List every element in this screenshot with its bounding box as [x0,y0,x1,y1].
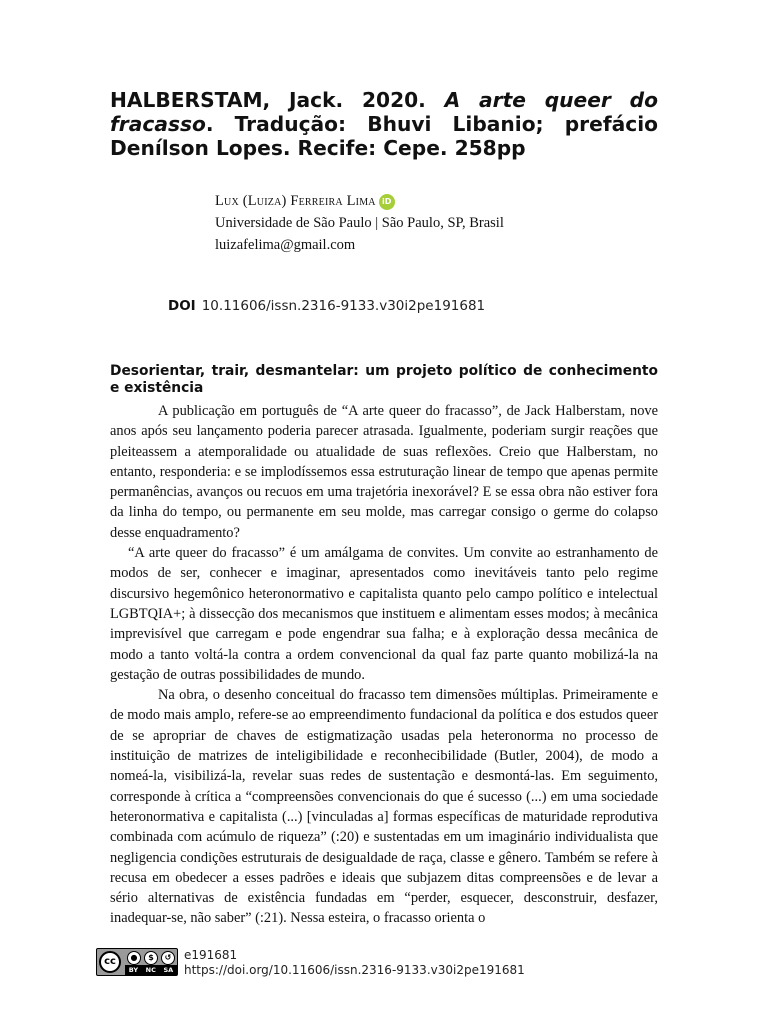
doi-line [168,297,485,315]
doi-value[interactable]: 10.11606/issn.2316-9133.v30i2pe191681 [201,298,486,314]
license-label-nc: NC [145,966,156,974]
license-label-sa: SA [163,966,174,974]
noncommercial-icon: $ [144,951,158,965]
paragraph: “A arte queer do fracasso” é um amálgama de convites. Um convite ao estranhamento de modos de ser, conhecer e imaginar, apresentados como inevitáveis tanto pelo regime discursivo hegemônico heteronormativo e capitalista quanto pelo campo político e intelectual LGBTQIA+; à dissecção dos mecanismos que instituem e alimentam esses modos; à mecânica imprevisível que carregam e pode engendrar sua falha; e à exploração dessa mecânica de modo a tanto voltá-la contra a ordem convencional da qual faz parte quanto mobilizá-la na gestação de outras possibilidades de mundo. [110,545,658,683]
doi-link[interactable]: https://doi.org/10.11606/issn.2316-9133.v30i2pe191681 [184,963,525,977]
author-name: Lux (Luiza) Ferreira Lima [215,193,376,209]
page-footer [96,948,616,984]
title-citation-start: HALBERSTAM, Jack. 2020. [110,88,445,112]
title-citation-end: . Tradução: Bhuvi Libanio; prefácio Denílson Lopes. Recife: Cepe. 258pp [110,112,658,160]
orcid-icon[interactable]: iD [379,194,395,210]
cc-logo-icon: cc [99,951,121,973]
paragraph: Na obra, o desenho conceitual do fracasso tem dimensões múltiplas. Primeiramente e de modo mais amplo, refere-se ao empreendimento fundacional da política e dos estudos queer de se apropriar de chaves de estigmatização usadas pela heteronorma no processo de instituição de matrizes de inteligibilidade e reconhecibilidade (Butler, 2004), de modo a nomeá-la, visibilizá-la, revelar suas redes de sustentação e desmontá-las. Em seguimento, corresponde à crítica a “compreensões convencionais do que é sucesso (...) em uma sociedade heteronormativa e capitalista (...) [vinculadas a] formas específicas de maturidade reprodutiva combinada com acúmulo de riqueza” (:20) e sustentadas em um imaginário individualista que negligencia condições estruturais de desigualdade de raça, classe e gênero. Também se refere à recusa em obedecer a esses padrões e ideais que subjazem ditas compreensões e de levar a sério alternativas de existência fundadas em “perder, esquecer, desconstruir, desfazer, inadequar-se, não saber” (:21). Nessa esteira, o fracasso orienta o [110,687,658,927]
cc-by-nc-sa-icon[interactable] [96,948,178,976]
article-body [110,401,658,929]
author-block [215,190,635,256]
sharealike-icon: ↺ [161,951,175,965]
article-title [110,88,658,160]
section-heading: Desorientar, trair, desmantelar: um projeto político de conhecimento e existência [110,363,658,396]
license-label-by: BY [128,966,139,974]
paragraph: A publicação em português de “A arte queer do fracasso”, de Jack Halberstam, nove anos após seu lançamento poderia parecer atrasada. Igualmente, poderiam surgir reações que pleiteassem a atemporalidade ou atualidade de suas reflexões. Creio que Halberstam, no entanto, responderia: e se implodíssemos essa estruturação linear de tempo que apenas permite permanências, avanços ou recuos em uma trajetória inexorável? E se essa obra não estiver fora da linha do tempo, ou permanente em seu molde, mas carregar consigo o germe do colapso desse enquadramento? [110,403,658,541]
doi-label: DOI [168,298,196,314]
book-title: A arte queer do fracasso [110,88,658,136]
attribution-icon: ● [127,951,141,965]
author-affiliation: Universidade de São Paulo | São Paulo, SP, Brasil [215,215,504,231]
article-id: e191681 [184,948,238,962]
author-email[interactable]: luizafelima@gmail.com [215,237,356,253]
